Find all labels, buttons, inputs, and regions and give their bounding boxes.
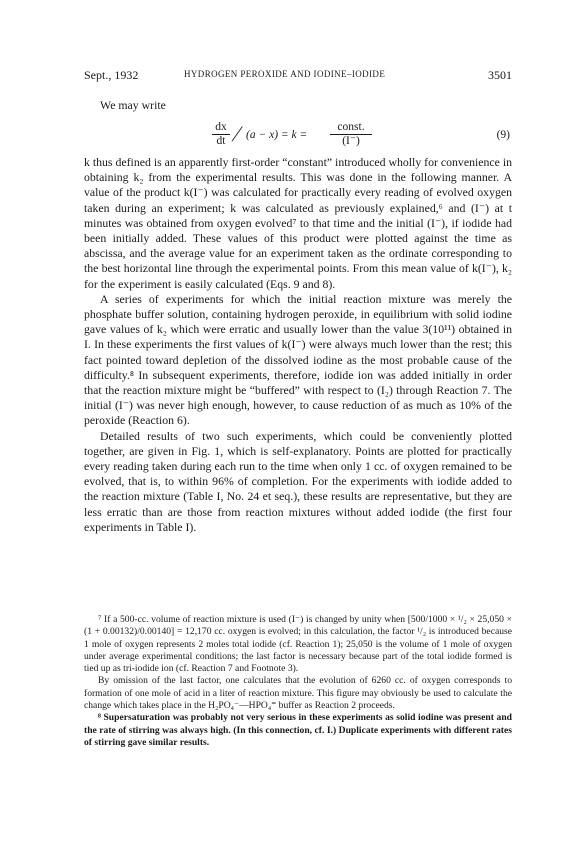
body-text xyxy=(84,155,512,535)
constant-numerator: const. xyxy=(330,121,372,135)
derivative-numerator: dx xyxy=(212,121,230,135)
footnote-7: ⁷ If a 500-cc. volume of reaction mixture is used (I⁻) is changed by unity when [500/1000 × ¹/₂ × 25,050 × (1 + 0.00132)/0.00140] = 12,170 cc. oxygen is evolved; in this calculation, the factor ¹/₂ is introduced because 1 mole of oxygen represents 2 moles total iodide (cf. Reaction 1); 25,050 is the volume of 1 mole of oxygen under average experimental conditions; the last factor is necessary because part of the total iodide formed is tied up as tri-iodide ion (cf. Reaction 7 and Footnote 3). xyxy=(84,614,512,675)
equation-9 xyxy=(84,119,512,153)
division-slash: / xyxy=(229,121,245,146)
running-title: HYDROGEN PEROXIDE AND IODINE–IODIDE xyxy=(184,69,386,79)
footnotes xyxy=(84,614,512,749)
intro-text: We may write xyxy=(100,98,166,112)
equation-number: (9) xyxy=(496,129,510,141)
derivative-denominator: dt xyxy=(216,135,226,147)
paragraph-2: A series of experiments for which the initial reaction mixture was merely the phosphate buffer solution, containing hydrogen peroxide, in equilibrium with solid iodine gave values of k₂ which were erratic and usually lower than the value 3(10¹¹) obtained in I. In these experiments the first values of k(I⁻) were always much lower than the rest; this fact pointed toward depletion of the dissolved iodine as the most probable cause of the difficulty.⁸ In subsequent experiments, therefore, iodide ion was added initially in order that the reaction mixture might be “buffered” with respect to (I₂) through Reaction 7. The initial (I⁻) was never high enough, however, to cause reduction of as much as 10% of the peroxide (Reaction 6). xyxy=(84,291,512,428)
footnote-7-continued: By omission of the last factor, one calculates that the evolution of 6260 cc. of oxygen corresponds to formation of one mole of acid in a liter of reaction mixture. This figure may obviously be used to calculate the change which takes place in the H₂PO₄⁻—HPO₄⁼ buffer as Reaction 2 proceeds. xyxy=(84,675,512,712)
equation-middle: (a − x) = k = xyxy=(246,129,308,141)
constant-denominator: (I⁻) xyxy=(342,135,360,147)
page-number: 3501 xyxy=(488,68,512,82)
derivative-fraction xyxy=(212,121,230,148)
intro-line xyxy=(84,98,512,113)
issue-date: Sept., 1932 xyxy=(84,68,139,82)
paragraph-3: Detailed results of two such experiments, which could be conveniently plotted together, are given in Fig. 1, which is self-explanatory. Points are plotted for practically every reading taken during each run to the time when only 1 cc. of oxygen remained to be evolved, that is, to within 96% of completion. For the experiments with iodide added to the reaction mixture (Table I, No. 24 et seq.), these results are representative, but they are less erratic than are those from reaction mixtures without added iodide (the first four experiments in Table I). xyxy=(84,428,512,534)
running-header xyxy=(84,68,512,84)
footnote-8: ⁸ Supersaturation was probably not very serious in these experiments as solid iodine was present and the rate of stirring was always high. (In this connection, cf. I.) Duplicate experiments with different rates of stirring gave similar results. xyxy=(84,712,512,748)
paragraph-1: k thus defined is an apparently first-order “constant” introduced wholly for convenience in obtaining k₂ from the experimental results. This was done in the following manner. A value of the product k(I⁻) was calculated for practically every reading of evolved oxygen taken during an experiment; k was calculated as previously explained,⁶ and (I⁻) at t minutes was obtained from oxygen evolved⁷ to that time and the initial (I⁻), if iodide had been initially added. These values of this product were plotted against the time as abscissa, and the average value for an experiment taken as the ordinate corresponding to the best horizontal line through the experimental points. From this mean value of k(I⁻), k₂ for the experiment is easily calculated (Eqs. 9 and 8). xyxy=(84,155,512,291)
constant-fraction xyxy=(330,121,372,148)
